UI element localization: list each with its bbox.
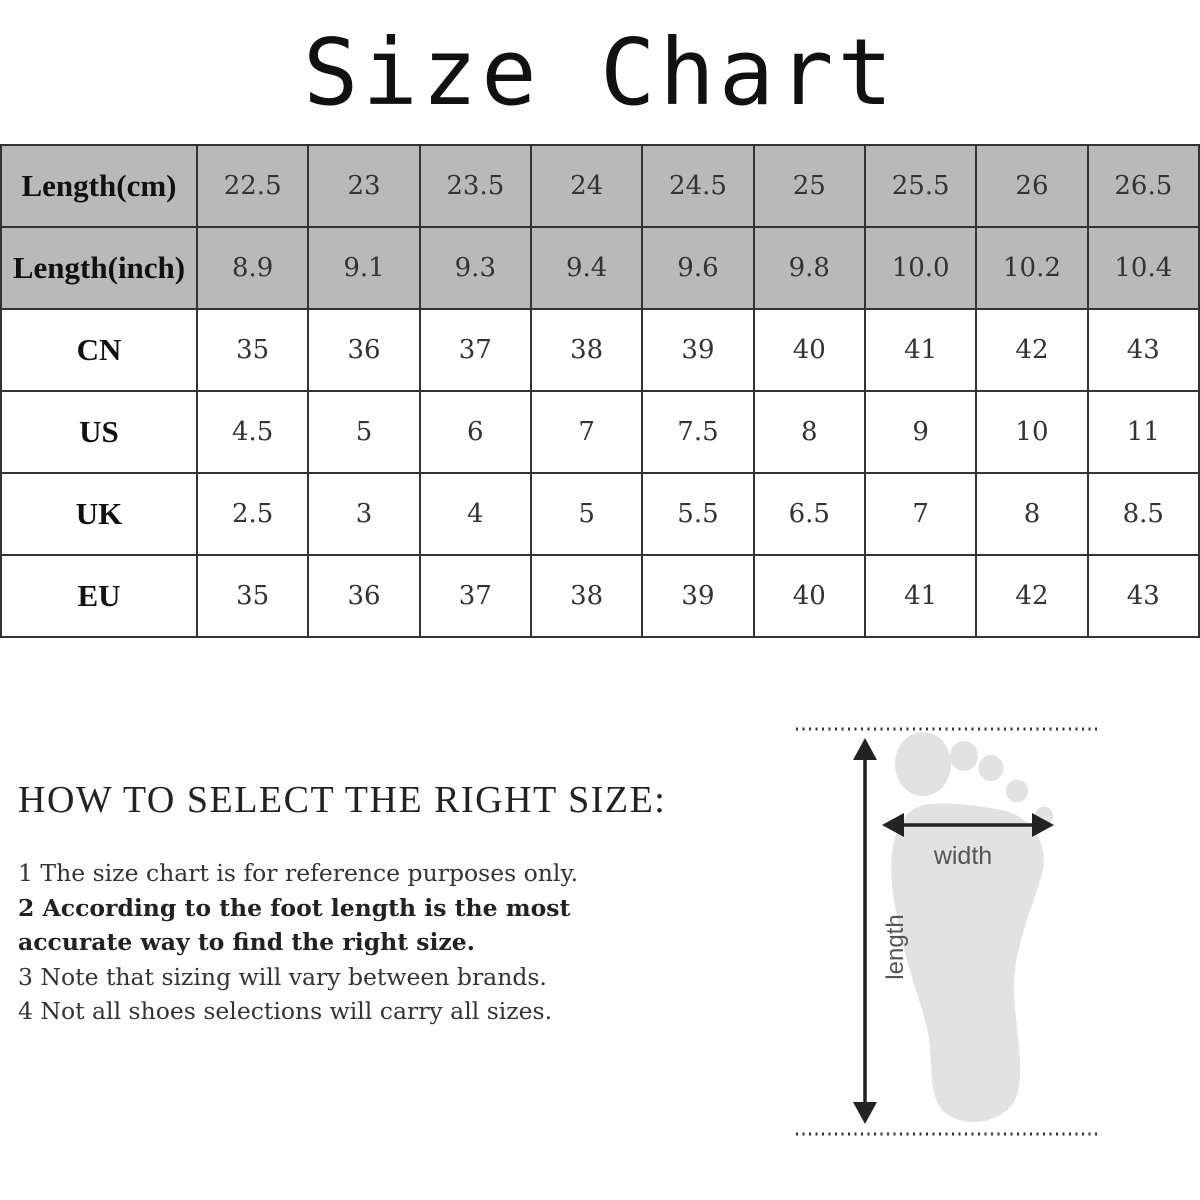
table-cell: 39: [642, 555, 753, 637]
table-cell: 3: [308, 473, 419, 555]
table-cell: 40: [754, 309, 865, 391]
table-cell: 43: [1088, 555, 1199, 637]
table-cell: 36: [308, 309, 419, 391]
table-cell: 23.5: [420, 145, 531, 227]
row-header: Length(inch): [1, 227, 197, 309]
table-cell: 42: [976, 309, 1087, 391]
tip-item: 2 According to the foot length is the most accurate way to find the right size.: [18, 893, 571, 956]
table-row: [1, 473, 1199, 555]
table-row: [1, 227, 1199, 309]
table-row: [1, 555, 1199, 637]
table-cell: 6: [420, 391, 531, 473]
tip-item: 4 Not all shoes selections will carry all sizes.: [18, 997, 553, 1025]
tips-list: [18, 856, 658, 1029]
table-cell: 9.1: [308, 227, 419, 309]
table-cell: 26.5: [1088, 145, 1199, 227]
table-cell: 43: [1088, 309, 1199, 391]
table-cell: 11: [1088, 391, 1199, 473]
row-header: CN: [1, 309, 197, 391]
table-cell: 22.5: [197, 145, 308, 227]
size-table: [0, 144, 1200, 638]
table-cell: 2.5: [197, 473, 308, 555]
table-cell: 40: [754, 555, 865, 637]
table-cell: 7: [865, 473, 976, 555]
length-label: length: [882, 914, 909, 980]
table-cell: 9.3: [420, 227, 531, 309]
table-cell: 5: [308, 391, 419, 473]
table-cell: 26: [976, 145, 1087, 227]
table-cell: 36: [308, 555, 419, 637]
table-cell: 41: [865, 309, 976, 391]
table-cell: 10.2: [976, 227, 1087, 309]
table-cell: 7.5: [642, 391, 753, 473]
table-cell: 37: [420, 555, 531, 637]
table-cell: 38: [531, 309, 642, 391]
table-cell: 10.4: [1088, 227, 1199, 309]
table-cell: 4: [420, 473, 531, 555]
table-cell: 39: [642, 309, 753, 391]
length-arrow: [853, 738, 877, 1124]
table-row: [1, 309, 1199, 391]
table-cell: 9.6: [642, 227, 753, 309]
table-cell: 9.8: [754, 227, 865, 309]
table-row: [1, 391, 1199, 473]
table-cell: 7: [531, 391, 642, 473]
table-cell: 24.5: [642, 145, 753, 227]
tip-item: 1 The size chart is for reference purposes only.: [18, 859, 579, 887]
foot-icon: [891, 732, 1053, 1122]
table-cell: 9.4: [531, 227, 642, 309]
table-cell: 5: [531, 473, 642, 555]
table-cell: 10: [976, 391, 1087, 473]
table-cell: 5.5: [642, 473, 753, 555]
tip-item: 3 Note that sizing will vary between brands.: [18, 962, 547, 991]
table-cell: 9: [865, 391, 976, 473]
table-cell: 8: [754, 391, 865, 473]
row-header: Length(cm): [1, 145, 197, 227]
table-cell: 4.5: [197, 391, 308, 473]
howto-heading: HOW TO SELECT THE RIGHT SIZE:: [18, 779, 667, 821]
row-header: UK: [1, 473, 197, 555]
table-cell: 42: [976, 555, 1087, 637]
table-cell: 35: [197, 309, 308, 391]
table-cell: 8.5: [1088, 473, 1199, 555]
row-header: EU: [1, 555, 197, 637]
table-cell: 37: [420, 309, 531, 391]
width-label: width: [933, 842, 993, 870]
table-cell: 8.9: [197, 227, 308, 309]
table-cell: 23: [308, 145, 419, 227]
table-cell: 25.5: [865, 145, 976, 227]
table-cell: 6.5: [754, 473, 865, 555]
table-cell: 25: [754, 145, 865, 227]
table-cell: 8: [976, 473, 1087, 555]
table-cell: 41: [865, 555, 976, 637]
table-cell: 35: [197, 555, 308, 637]
table-cell: 10.0: [865, 227, 976, 309]
row-header: US: [1, 391, 197, 473]
page-title: Size Chart: [303, 19, 897, 126]
table-cell: 24: [531, 145, 642, 227]
table-cell: 38: [531, 555, 642, 637]
table-row: [1, 145, 1199, 227]
foot-diagram: [780, 712, 1120, 1162]
